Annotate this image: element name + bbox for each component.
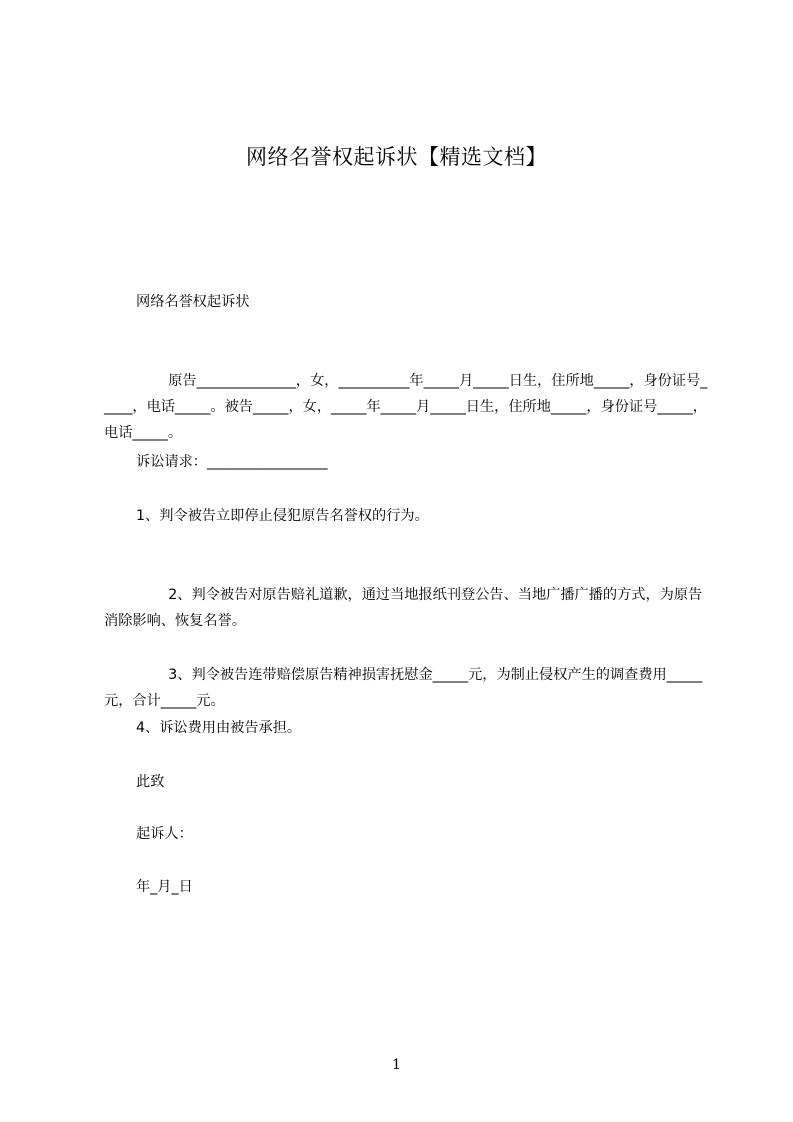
page-number: 1 (392, 1057, 401, 1073)
claim-item-3-text: 3、判令被告连带赔偿原告精神损害抚慰金_____元，为制止侵权产生的调查费用_____元，合计_____元。 (104, 667, 703, 709)
claims-label: 诉讼请求：_________________ (136, 454, 328, 470)
document-title: 网络名誉权起诉状【精选文档】 (246, 145, 547, 169)
closing-text: 此致 (136, 774, 165, 790)
parties-text: 原告______________，女，__________年_____月_____日生，住所地_____，身份证号_____，电话_____。被告_____，女，_____年_____月_____日生，住所地_____，身份证号_____，电话_____。 (104, 373, 708, 441)
claim-item-4: 4、诉讼费用由被告承担。 (136, 720, 302, 736)
claim-item-2-text: 2、判令被告对原告赔礼道歉，通过当地报纸刊登公告、当地广播广播的方式，为原告消除影响、恢复名誉。 (104, 587, 703, 629)
plaintiff-signature-label: 起诉人： (136, 826, 193, 842)
document-heading: 网络名誉权起诉状 (136, 294, 250, 310)
claim-item-1: 1、判令被告立即停止侵犯原告名誉权的行为。 (136, 508, 429, 524)
date-line: 年_月_日 (136, 879, 193, 895)
